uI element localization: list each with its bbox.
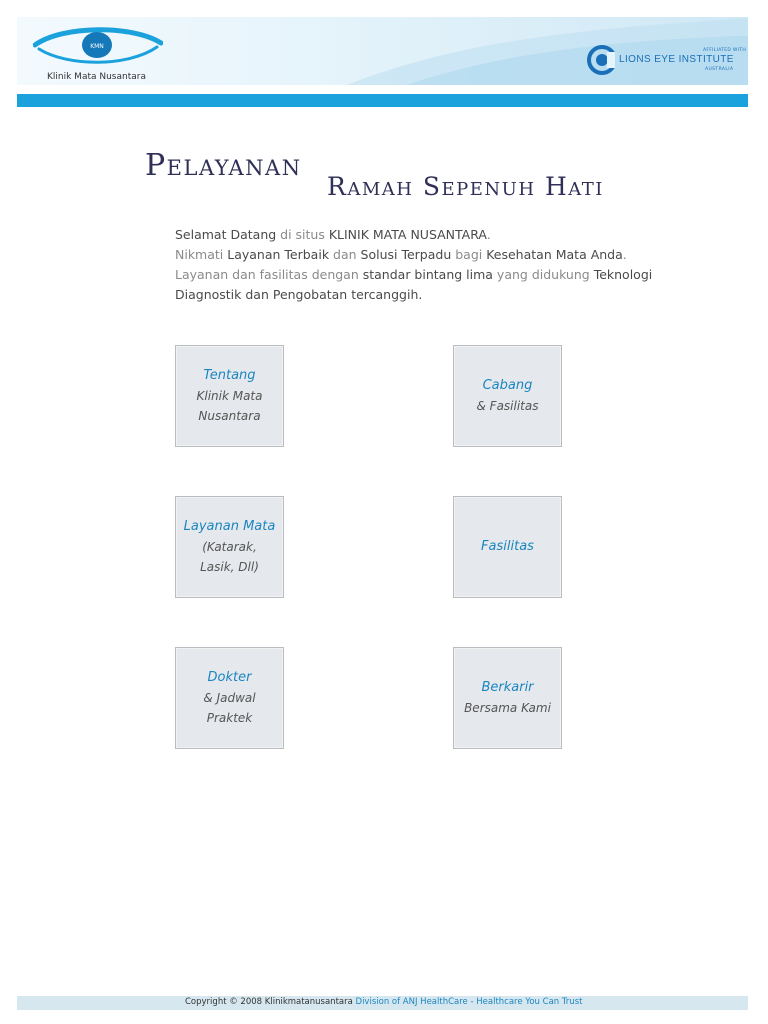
partner-affiliation: AFFILIATED WITH	[703, 48, 747, 53]
intro-line-3	[175, 265, 695, 305]
menu-card-title: Layanan Mata	[183, 519, 276, 534]
menu-card-subtitle: Bersama Kami	[464, 701, 551, 715]
intro-highlight: Layanan Terbaik	[227, 247, 330, 262]
footer-text	[185, 997, 582, 1007]
menu-card-fasilitas[interactable]	[453, 496, 562, 598]
intro-highlight: Kesehatan Mata Anda	[486, 247, 623, 262]
intro-text-segment: Layanan dan fasilitas dengan	[175, 267, 363, 282]
svg-text:KMN: KMN	[90, 43, 104, 50]
partner-logo[interactable]	[587, 42, 747, 82]
menu-card-subtitle: & Fasilitas	[476, 399, 539, 413]
intro-text-segment: di situs	[276, 227, 329, 242]
header-banner	[17, 17, 748, 85]
intro-clinic-name: KLINIK MATA NUSANTARA	[328, 227, 487, 242]
eye-logo-icon	[33, 23, 163, 71]
intro-text-segment: dan	[329, 247, 361, 262]
intro-text-segment: .	[622, 247, 627, 262]
footer-division[interactable]: Division of ANJ HealthCare - Healthcare You Can Trust	[352, 997, 583, 1007]
menu-card-title: Dokter	[207, 670, 252, 685]
menu-card-layanan-mata[interactable]	[175, 496, 284, 598]
menu-card-dokter[interactable]	[175, 647, 284, 749]
intro-text	[175, 225, 695, 305]
clinic-name: Klinik Mata Nusantara	[47, 72, 146, 82]
menu-card-subtitle: Nusantara	[198, 409, 261, 423]
intro-welcome: Selamat Datang	[175, 227, 277, 242]
clinic-logo[interactable]	[33, 23, 163, 83]
page-title-line2: Ramah Sepenuh Hati	[327, 172, 604, 201]
menu-card-subtitle: Lasik, Dll)	[200, 560, 259, 574]
lions-eye-logo-icon	[587, 42, 615, 78]
intro-text-segment: bagi	[451, 247, 487, 262]
intro-highlight: Teknologi Diagnostik dan Pengobatan tercanggih.	[175, 267, 653, 302]
menu-card-cabang[interactable]	[453, 345, 562, 447]
footer-bar	[17, 996, 748, 1010]
intro-text-segment: Nikmati	[175, 247, 228, 262]
menu-card-title: Cabang	[482, 378, 533, 393]
menu-card-tentang[interactable]	[175, 345, 284, 447]
menu-card-subtitle: & Jadwal	[203, 691, 256, 705]
menu-card-berkarir[interactable]	[453, 647, 562, 749]
intro-highlight: Solusi Terpadu	[360, 247, 452, 262]
intro-highlight: standar bintang lima	[362, 267, 493, 282]
partner-name: LIONS EYE INSTITUTE	[619, 54, 734, 65]
intro-text-segment: yang didukung	[492, 267, 594, 282]
menu-card-subtitle: Klinik Mata	[196, 389, 263, 403]
accent-bar	[17, 94, 748, 107]
menu-card-subtitle: Praktek	[206, 711, 253, 725]
partner-country: AUSTRALIA	[705, 67, 734, 72]
menu-card-title: Tentang	[203, 368, 256, 383]
footer-copyright: Copyright © 2008 Klinikmatanusantara	[185, 997, 353, 1007]
menu-card-title: Fasilitas	[481, 539, 534, 554]
menu-card-subtitle: (Katarak,	[202, 540, 257, 554]
page-title-line1: Pelayanan	[145, 148, 302, 183]
menu-card-title: Berkarir	[481, 680, 534, 695]
intro-line-1	[175, 225, 695, 245]
intro-line-2	[175, 245, 695, 265]
intro-text-segment: .	[486, 227, 491, 242]
